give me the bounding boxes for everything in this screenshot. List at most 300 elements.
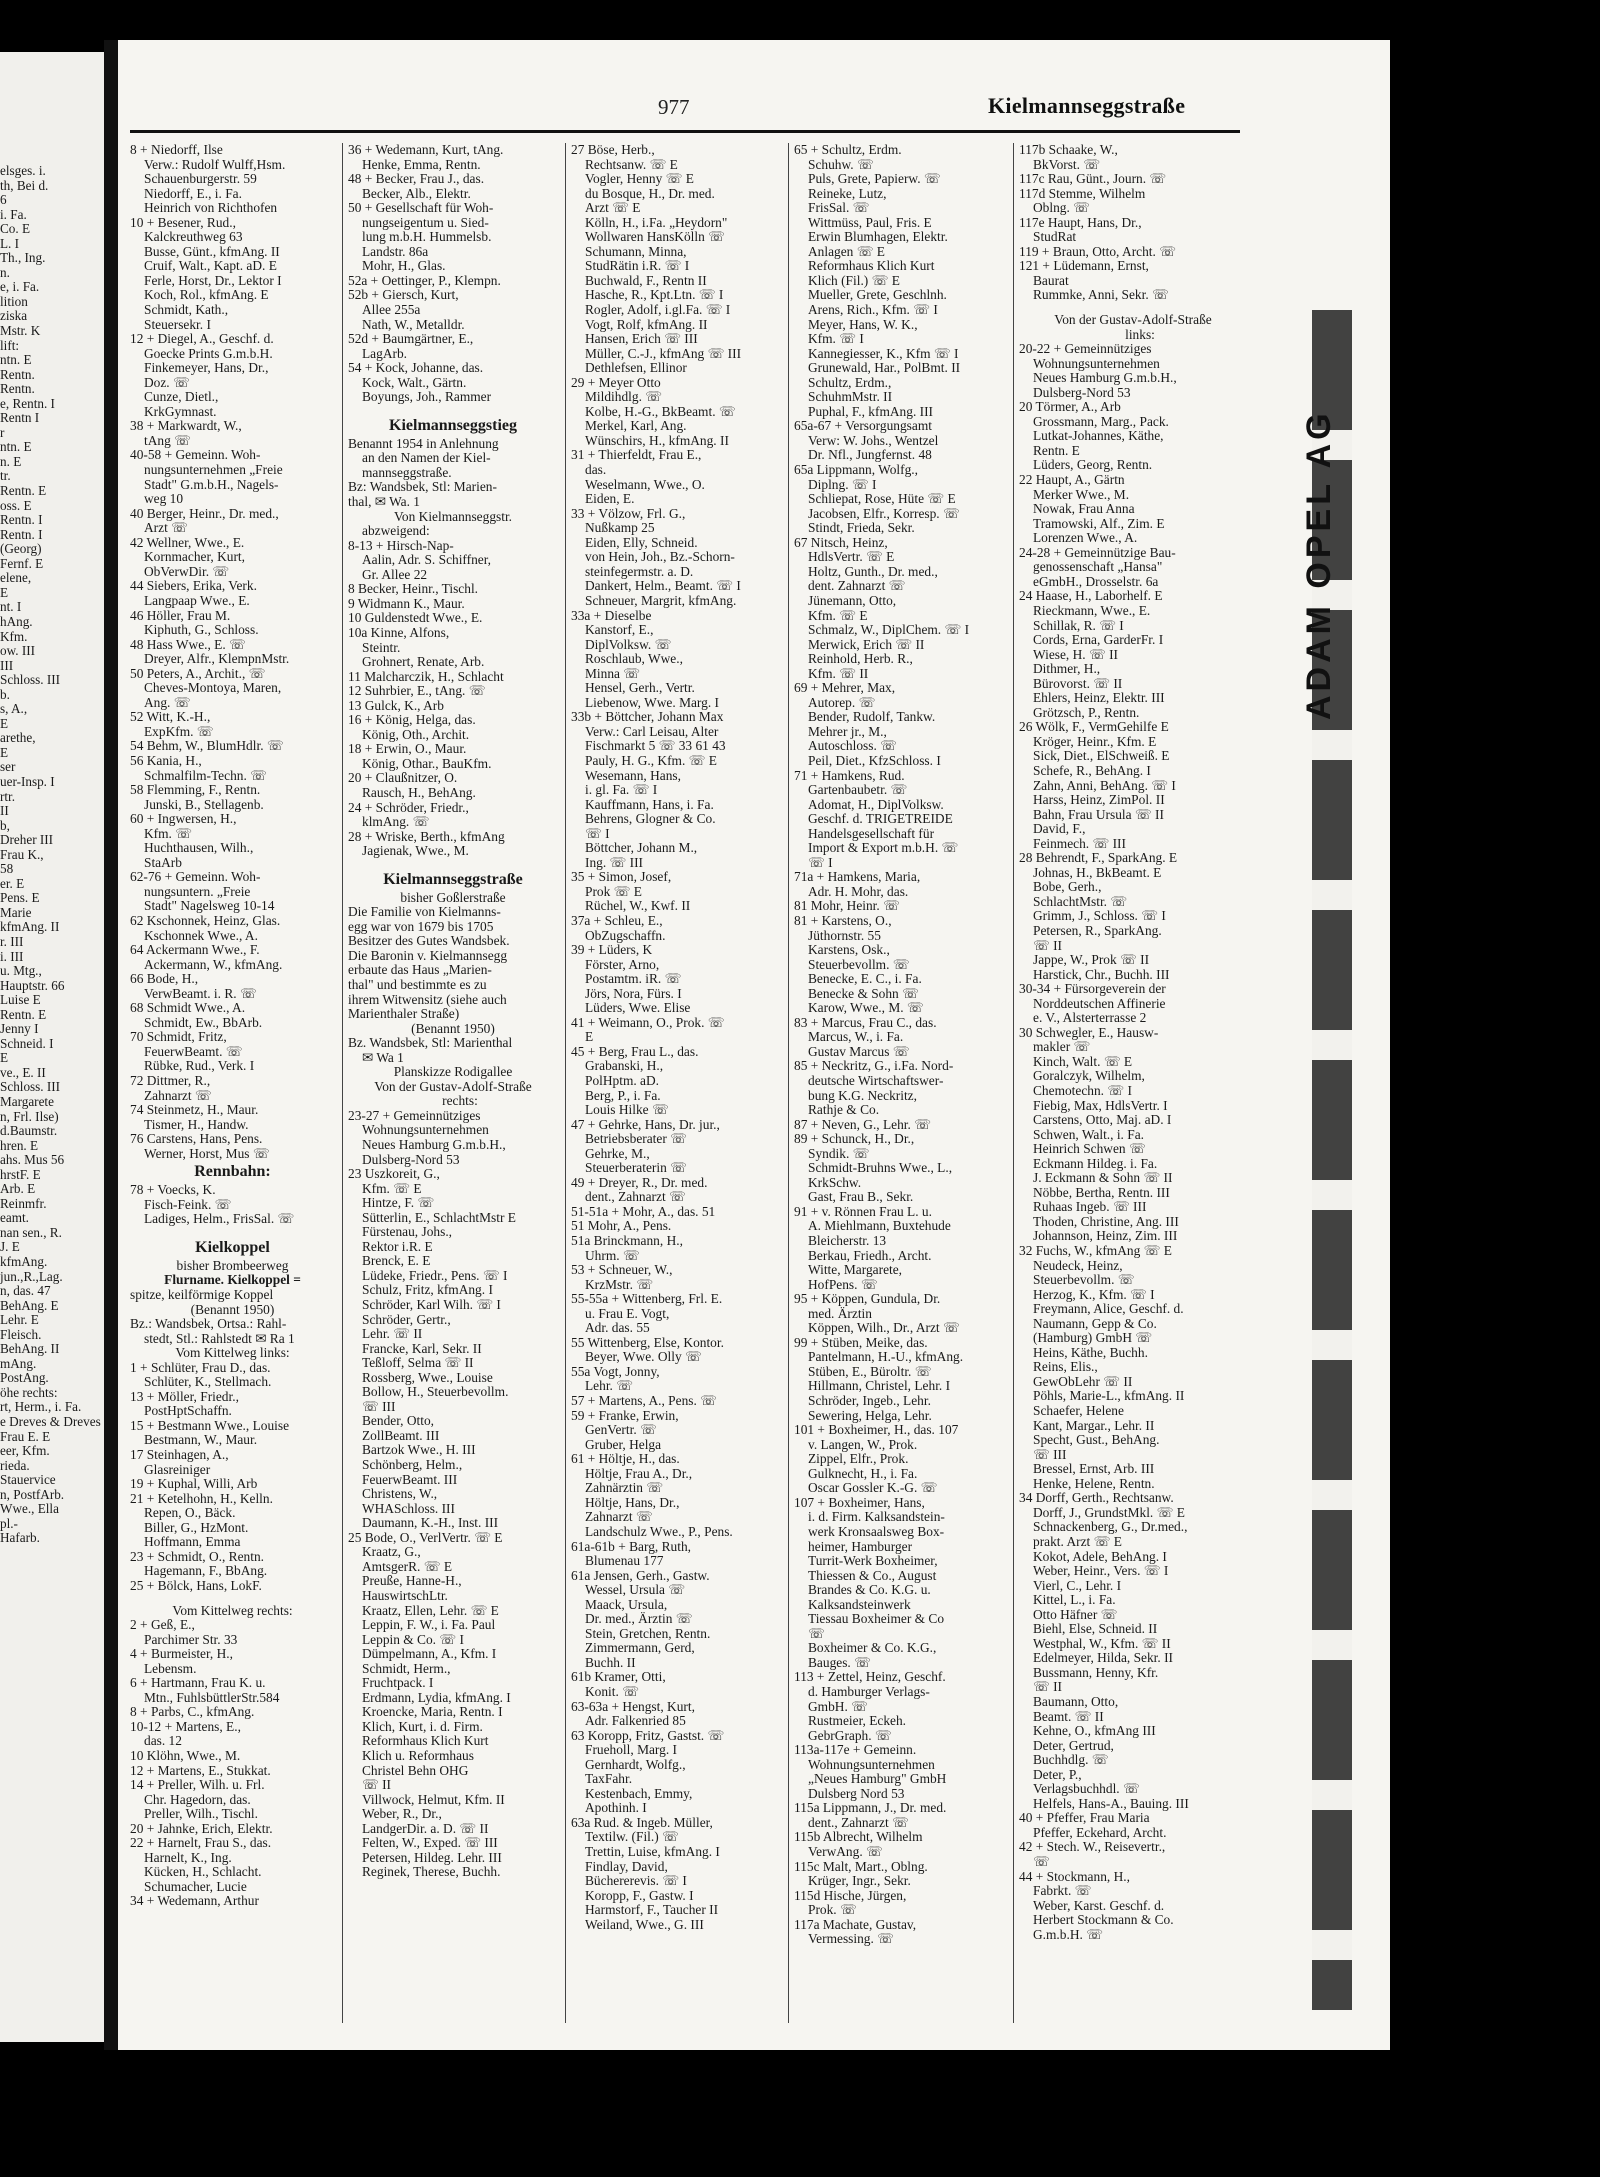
- directory-entry-line: ☏: [1033, 1854, 1050, 1869]
- directory-entry-line: LagArb.: [362, 346, 407, 361]
- directory-entry-line: Bauges. ☏: [808, 1655, 871, 1670]
- directory-entry-line: Weiland, Wwe., G. III: [585, 1917, 704, 1932]
- directory-entry-line: Harstick, Chr., Buchh. III: [1033, 967, 1170, 982]
- directory-entry-line: Feinmech. ☏ III: [1033, 836, 1126, 851]
- directory-entry-line: Cheves-Montoya, Maren,: [144, 681, 282, 696]
- directory-entry-line: 1 + Schlüter, Frau D., das.: [130, 1360, 271, 1375]
- directory-entry-line: Vogler, Henny ☏ E: [585, 172, 694, 187]
- directory-entry-line: 101 + Boxheimer, H., das. 107: [794, 1423, 959, 1438]
- directory-entry-line: Reginek, Therese, Buchh.: [362, 1865, 501, 1880]
- directory-entry-line: Benecke & Sohn ☏: [808, 986, 919, 1001]
- prev-page-line: Rentn. I: [0, 513, 43, 528]
- directory-entry-line: Kröger, Heinr., Kfm. E: [1033, 734, 1157, 749]
- directory-entry-line: Wohnungsunternehmen: [808, 1757, 935, 1772]
- directory-entry-line: FeuerwBeamt. ☏: [144, 1044, 243, 1059]
- directory-entry-line: König, Othar., BauKfm.: [362, 756, 492, 771]
- prev-page-line: n, das. 47: [0, 1284, 51, 1299]
- directory-entry-line: ☏ I: [585, 826, 610, 841]
- directory-entry-line: Verw.: Carl Leisau, Alter: [585, 724, 719, 739]
- directory-entry-line: Bz.: Wandsbek, Ortsa.: Rahl-: [130, 1317, 287, 1332]
- prev-page-line: BehAng. II: [0, 1342, 60, 1357]
- margin-stamp-text: ADAM OPEL AG: [1300, 409, 1338, 720]
- directory-entry-line: Ing. ☏ III: [585, 855, 644, 870]
- directory-entry-line: G.m.b.H. ☏: [1033, 1927, 1103, 1942]
- directory-entry-line: Sütterlin, E., SchlachtMstr E: [362, 1210, 516, 1225]
- directory-entry-line: 20 Törmer, A., Arb: [1019, 400, 1121, 415]
- prev-page-line: kfmAng.: [0, 1255, 48, 1270]
- directory-entry-line: 61 + Höltje, H., das.: [571, 1452, 680, 1467]
- directory-entry-line: 10 Guldenstedt Wwe., E.: [348, 611, 483, 626]
- directory-entry-line: 22 + Harnelt, Frau S., das.: [130, 1836, 272, 1851]
- directory-entry-line: das. 12: [144, 1734, 182, 1749]
- directory-entry-line: [348, 405, 558, 415]
- directory-entry-line: Sick, Diet., ElSchweiß. E: [1033, 749, 1170, 764]
- directory-entry-line: 10 + Besener, Rud.,: [130, 215, 236, 230]
- prev-page-line: hAng.: [0, 614, 33, 629]
- directory-entry-line: Wittmüss, Paul, Fris. E: [808, 215, 932, 230]
- directory-entry-line: rechts:: [442, 1094, 478, 1109]
- directory-entry-line: Merwick, Erich ☏ II: [808, 637, 925, 652]
- directory-entry-line: 15 + Bestmann Wwe., Louise: [130, 1418, 290, 1433]
- directory-entry-line: Schefe, R., BehAng. I: [1033, 763, 1151, 778]
- directory-entry-line: Zahn, Anni, BehAng. ☏ I: [1033, 778, 1176, 793]
- directory-entry-line: Tismer, H., Handw.: [144, 1117, 249, 1132]
- prev-page-line: rtr.: [0, 789, 16, 804]
- directory-entry-line: Schnackenberg, G., Dr.med.,: [1033, 1520, 1188, 1535]
- directory-entry-line: 53 + Schneuer, W.,: [571, 1263, 673, 1278]
- directory-entry-line: 8 Becker, Heinr., Tischl.: [348, 582, 479, 597]
- directory-entry-line: das.: [585, 463, 607, 478]
- directory-entry-line: 24 Haase, H., Laborhelf. E: [1019, 589, 1163, 604]
- directory-entry-line: links:: [1125, 327, 1155, 342]
- street-heading: Kielkoppel: [195, 1238, 270, 1256]
- directory-entry-line: Reformhaus Klich Kurt: [808, 259, 935, 274]
- directory-entry-line: Schliepat, Rose, Hüte ☏ E: [808, 492, 956, 507]
- directory-entry-line: heimer, Hamburger: [808, 1539, 913, 1554]
- directory-entry-line: [1019, 303, 1247, 313]
- directory-entry-line: 33 + Völzow, Frl. G.,: [571, 506, 686, 521]
- directory-entry-line: Wollwaren HansKölln ☏: [585, 230, 725, 245]
- prev-page-line: Fernf. E: [0, 556, 44, 571]
- directory-entry-line: Wohnungsunternehmen: [1033, 356, 1160, 371]
- directory-entry-line: Doz. ☏: [144, 375, 190, 390]
- directory-entry-line: Vogt, Rolf, kfmAng. II: [585, 317, 708, 332]
- directory-entry-line: 99 + Stüben, Meike, das.: [794, 1335, 928, 1350]
- directory-entry-line: Jüthornstr. 55: [808, 928, 881, 943]
- directory-entry-line: 81 + Karstens, O.,: [794, 913, 892, 928]
- directory-entry-line: 89 + Schunck, H., Dr.,: [794, 1132, 915, 1147]
- directory-entry-line: Kfm. ☏ I: [808, 332, 864, 347]
- directory-entry-line: Kraatz, G.,: [362, 1545, 421, 1560]
- directory-entry-line: Oblng. ☏: [1033, 201, 1090, 216]
- prev-page-line: Pens. E: [0, 891, 40, 906]
- directory-entry-line: Petersen, Hildeg. Lehr. III: [362, 1850, 502, 1865]
- directory-entry-line: Bleicherstr. 13: [808, 1234, 887, 1249]
- directory-entry-line: 117e Haupt, Hans, Dr.,: [1019, 215, 1142, 230]
- directory-entry-line: Autorep. ☏: [808, 695, 876, 710]
- directory-entry-line: LandgerDir. a. D. ☏ II: [362, 1821, 489, 1836]
- directory-entry-line: Gehrke, M.,: [585, 1146, 650, 1161]
- directory-entry-line: 35 + Simon, Josef,: [571, 870, 672, 885]
- directory-entry-line: Textilw. (Fil.) ☏: [585, 1830, 679, 1845]
- directory-entry-line: 29 + Meyer Otto: [571, 375, 661, 390]
- directory-entry-line: Förster, Arno,: [585, 957, 660, 972]
- directory-entry-line: 113 + Zettel, Heinz, Geschf.: [794, 1670, 946, 1685]
- directory-entry-line: nungseigentum u. Sied-: [362, 215, 489, 230]
- directory-entry-line: 20 + Claußnitzer, O.: [348, 771, 458, 786]
- directory-entry-line: Johnas, H., BkBeamt. E: [1033, 865, 1162, 880]
- directory-entry-line: Schumacher, Lucie: [144, 1879, 247, 1894]
- directory-entry-line: Neudeck, Heinz,: [1033, 1258, 1123, 1273]
- directory-entry-line: 25 Bode, O., VerlVertr. ☏ E: [348, 1530, 503, 1545]
- directory-entry-line: 83 + Marcus, Frau C., das.: [794, 1015, 937, 1030]
- prev-page-line: Th., Ing.: [0, 251, 46, 266]
- directory-entry-line: prakt. Arzt ☏ E: [1033, 1534, 1122, 1549]
- directory-entry-line: (Benannt 1950): [411, 1021, 495, 1036]
- directory-entry-line: ☏: [808, 1626, 825, 1641]
- directory-entry-line: Weber, Karst. Geschf. d.: [1033, 1898, 1165, 1913]
- directory-entry-line: Glasreiniger: [144, 1462, 211, 1477]
- directory-entry-line: 44 + Stockmann, H.,: [1019, 1869, 1130, 1884]
- directory-entry-line: Freymann, Alice, Geschf. d.: [1033, 1302, 1184, 1317]
- directory-entry-line: Nath, W., Metalldr.: [362, 317, 465, 332]
- directory-entry-line: Kraatz, Ellen, Lehr. ☏ E: [362, 1603, 499, 1618]
- directory-entry-line: FeuerwBeamt. III: [362, 1472, 458, 1487]
- directory-entry-line: Betriebsberater ☏: [585, 1132, 687, 1147]
- prev-page-line: ser: [0, 760, 16, 775]
- directory-entry-line: Autoschloss. ☏: [808, 739, 897, 754]
- directory-entry-line: Hillmann, Christel, Lehr. I: [808, 1379, 951, 1394]
- directory-entry-line: Eckmann Hildeg. i. Fa.: [1033, 1156, 1158, 1171]
- directory-entry-line: Dethlefsen, Ellinor: [585, 361, 687, 376]
- directory-entry-line: 19 + Kuphal, Willi, Arb: [130, 1477, 258, 1492]
- directory-entry-line: 11 Malcharczik, H., Schlacht: [348, 669, 504, 684]
- directory-entry-line: Pantelmann, H.-U., kfmAng.: [808, 1350, 964, 1365]
- directory-entry-line: Uhrm. ☏: [585, 1248, 640, 1263]
- directory-entry-line: Carstens, Otto, Maj. aD. I: [1033, 1113, 1172, 1128]
- directory-page: [118, 40, 1390, 2050]
- prev-page-line: eer, Kfm.: [0, 1444, 50, 1459]
- directory-entry-line: Fischmarkt 5 ☏ 33 61 43: [585, 739, 726, 754]
- book-gutter: [104, 40, 118, 2050]
- prev-page-line: elene,: [0, 571, 32, 586]
- prev-page-line: n. E: [0, 454, 22, 469]
- directory-entry-line: Arzt ☏ E: [585, 201, 641, 216]
- directory-entry-line: Heins, Käthe, Buchh.: [1033, 1345, 1148, 1360]
- prev-page-line: th, Bei d.: [0, 178, 49, 193]
- directory-entry-line: Diplng. ☏ I: [808, 477, 877, 492]
- directory-entry-line: eGmbH., Drosselstr. 6a: [1033, 574, 1159, 589]
- prev-page-line: Rentn. E: [0, 484, 47, 499]
- directory-entry-line: dent., Zahnarzt ☏: [808, 1815, 909, 1830]
- prev-page-line: Lehr. E: [0, 1313, 39, 1328]
- directory-entry-line: klmAng. ☏: [362, 815, 430, 830]
- directory-entry-line: Böttcher, Johann M.,: [585, 841, 698, 856]
- directory-entry-line: Grötzsch, P., Rentn.: [1033, 705, 1140, 720]
- directory-entry-line: Kornmacher, Kurt,: [144, 550, 245, 565]
- directory-entry-line: Christel Behn OHG: [362, 1763, 469, 1778]
- directory-entry-line: SchlachtMstr. ☏: [1033, 894, 1128, 909]
- directory-entry-line: Norddeutschen Affinerie: [1033, 996, 1166, 1011]
- directory-entry-line: Biehl, Else, Schneid. II: [1033, 1622, 1158, 1637]
- directory-entry-line: v. Langen, W., Prok.: [808, 1437, 918, 1452]
- directory-entry-line: Kehne, O., kfmAng III: [1033, 1724, 1156, 1739]
- directory-entry-line: Gruber, Helga: [585, 1437, 662, 1452]
- directory-entry-line: 46 Höller, Frau M.: [130, 608, 231, 623]
- directory-entry-line: Arens, Rich., Kfm. ☏ I: [808, 303, 938, 318]
- prev-page-line: hren. E: [0, 1138, 39, 1153]
- directory-entry-line: Jacobsen, Elfr., Korresp. ☏: [808, 506, 960, 521]
- directory-entry-line: Otto Häfner ☏: [1033, 1607, 1118, 1622]
- directory-entry-line: 52a + Oettinger, P., Klempn.: [348, 273, 501, 288]
- directory-entry-line: 51-51a + Mohr, A., das. 51: [571, 1204, 716, 1219]
- directory-entry-line: Adr. das. 55: [585, 1321, 650, 1336]
- directory-entry-line: Nowak, Frau Anna: [1033, 502, 1135, 517]
- directory-entry-line: 40 Berger, Heinr., Dr. med.,: [130, 506, 279, 521]
- directory-entry-line: Ang. ☏: [144, 695, 191, 710]
- directory-entry-line: Baumann, Otto,: [1033, 1694, 1119, 1709]
- directory-entry-line: Ladiges, Helm., FrisSal. ☏: [144, 1212, 295, 1227]
- directory-entry-line: Westphal, W., Kfm. ☏ II: [1033, 1636, 1171, 1651]
- prev-page-line: nan sen., R.: [0, 1225, 62, 1240]
- directory-entry-line: GenVertr. ☏: [585, 1423, 657, 1438]
- directory-entry-line: Kfm. ☏ E: [808, 608, 868, 623]
- directory-entry-line: 117d Stemme, Wilhelm: [1019, 186, 1146, 201]
- prev-page-line: 58: [0, 862, 14, 877]
- directory-entry-line: 50 Peters, A., Archit., ☏: [130, 666, 266, 681]
- directory-entry-line: 48 Hass Wwe., E. ☏: [130, 637, 246, 652]
- directory-entry-line: erbaute das Haus „Marien-: [348, 963, 492, 978]
- directory-entry-line: Henke, Helene, Rentn.: [1033, 1476, 1155, 1491]
- street-heading: Kielmannseggstraße: [383, 870, 523, 888]
- directory-entry-line: 36 + Wedemann, Kurt, tAng.: [348, 143, 504, 157]
- directory-entry-line: ObZugschaffn.: [585, 928, 666, 943]
- directory-entry-line: A. Miehlmann, Buxtehude: [808, 1219, 951, 1234]
- directory-entry-line: Bz: Wandsbek, Stl: Marien-: [348, 480, 497, 495]
- directory-entry-line: Jagienak, Wwe., M.: [362, 844, 469, 859]
- directory-entry-line: Koropp, F., Gastw. I: [585, 1888, 694, 1903]
- directory-entry-line: Brenck, E. E: [362, 1254, 431, 1269]
- directory-entry-line: Jörs, Nora, Fürs. I: [585, 986, 682, 1001]
- directory-entry-line: 121 + Lüdemann, Ernst,: [1019, 259, 1149, 274]
- directory-entry-line: Schmalz, W., DiplChem. ☏ I: [808, 623, 970, 638]
- directory-entry-line: von Hein, Joh., Bz.-Schorn-: [585, 550, 735, 565]
- directory-entry-line: Werner, Horst, Mus ☏: [144, 1146, 270, 1161]
- directory-entry-line: Höltje, Frau A., Dr.,: [585, 1466, 693, 1481]
- directory-entry-line: Rechtsanw. ☏ E: [585, 157, 678, 172]
- directory-entry-line: Kannegiesser, K., Kfm ☏ I: [808, 346, 959, 361]
- directory-entry-line: Schulz, Fritz, kfmAng. I: [362, 1283, 493, 1298]
- directory-entry-line: Stüben, E., Büroltr. ☏: [808, 1364, 932, 1379]
- directory-entry-line: 55a Vogt, Jonny,: [571, 1364, 660, 1379]
- directory-entry-line: J. Eckmann & Sohn ☏ II: [1033, 1171, 1173, 1186]
- directory-entry-line: GebrGraph. ☏: [808, 1728, 892, 1743]
- directory-entry-line: Verw.: Rudolf Wulff,Hsm.: [144, 157, 286, 172]
- directory-entry-line: 13 Gulck, K., Arb: [348, 698, 444, 713]
- directory-entry-line: Busse, Günt., kfmAng. II: [144, 244, 280, 259]
- directory-entry-line: Nußkamp 25: [585, 521, 655, 536]
- directory-entry-line: Vierl, C., Lehr. I: [1033, 1578, 1122, 1593]
- directory-entry-line: Eiden, Elly, Schneid.: [585, 535, 698, 550]
- prev-page-line: ziska: [0, 309, 28, 324]
- directory-entry-line: Kokot, Adele, BehAng. I: [1033, 1549, 1167, 1564]
- directory-entry-line: Landstr. 86a: [362, 244, 429, 259]
- directory-entry-line: Hansen, Erich ☏ III: [585, 332, 698, 347]
- directory-entry-line: 61a-61b + Barg, Ruth,: [571, 1539, 691, 1554]
- directory-entry-line: Arzt ☏: [144, 521, 188, 536]
- directory-entry-line: Reinhold, Herb. R.,: [808, 652, 913, 667]
- directory-entry-line: Lutkat-Johannes, Käthe,: [1033, 429, 1164, 444]
- directory-entry-line: Kock, Walt., Gärtn.: [362, 375, 467, 390]
- directory-entry-line: Reineke, Lutz,: [808, 186, 887, 201]
- directory-entry-line: Schaefer, Helene: [1033, 1404, 1124, 1419]
- prev-page-line: n.: [0, 265, 10, 280]
- directory-entry-line: ZollBeamt. III: [362, 1428, 440, 1443]
- directory-entry-line: KrkGymnast.: [144, 404, 217, 419]
- directory-entry-line: Rossberg, Wwe., Louise: [362, 1370, 493, 1385]
- directory-entry-line: 27 Böse, Herb.,: [571, 143, 655, 157]
- directory-entry-line: Vom Kittelweg rechts:: [172, 1603, 293, 1618]
- directory-entry-line: Schlüter, K., Stellmach.: [144, 1375, 272, 1390]
- directory-entry-line: e. V., Alsterterrasse 2: [1033, 1011, 1147, 1026]
- directory-entry-line: Kfm. ☏ E: [362, 1181, 422, 1196]
- directory-entry-line: Klich u. Reformhaus: [362, 1748, 474, 1763]
- directory-entry-line: Stindt, Frieda, Sekr.: [808, 521, 915, 536]
- directory-entry-line: Ackermann, W., kfmAng.: [144, 957, 283, 972]
- column-1: [130, 143, 335, 2033]
- directory-entry-line: Postamtm. iR. ☏: [585, 972, 682, 987]
- directory-entry-line: Felten, W., Exped. ☏ III: [362, 1836, 498, 1851]
- directory-entry-line: Naumann, Gepp & Co.: [1033, 1316, 1157, 1331]
- directory-entry-line: 113a-117e + Gemeinn.: [794, 1743, 917, 1758]
- directory-entry-line: 12 + Martens, E., Stukkat.: [130, 1763, 271, 1778]
- directory-entry-line: HdlsVertr. ☏ E: [808, 550, 895, 565]
- directory-entry-line: Karow, Wwe., M. ☏: [808, 1001, 924, 1016]
- directory-entry-line: du Bosque, H., Dr. med.: [585, 186, 715, 201]
- directory-entry-line: Fiebig, Max, HdlsVertr. I: [1033, 1098, 1168, 1113]
- directory-entry-line: Verw: W. Johs., Wentzel: [808, 433, 939, 448]
- directory-entry-line: Vom Kittelweg links:: [175, 1346, 290, 1361]
- prev-page-line: r: [0, 425, 5, 440]
- directory-entry-line: med. Ärztin: [808, 1306, 872, 1321]
- directory-entry-line: 117c Rau, Günt., Journ. ☏: [1019, 172, 1167, 187]
- directory-entry-line: Kittel, L., i. Fa.: [1033, 1593, 1116, 1608]
- prev-page-line: E: [0, 585, 9, 600]
- directory-entry-line: 52b + Giersch, Kurt,: [348, 288, 459, 303]
- directory-entry-line: Findlay, David,: [585, 1859, 668, 1874]
- directory-entry-line: Finkemeyer, Hans, Dr.,: [144, 361, 269, 376]
- directory-entry-line: Roschlaub, Wwe.,: [585, 652, 683, 667]
- directory-entry-line: Erwin Blumhagen, Elektr.: [808, 230, 948, 245]
- directory-entry-line: Kölln, H., i.Fa. „Heydorn": [585, 215, 728, 230]
- directory-entry-line: 70 Schmidt, Fritz,: [130, 1030, 227, 1045]
- directory-entry-line: KrzMstr. ☏: [585, 1277, 654, 1292]
- prev-page-line: ahs. Mus 56: [0, 1153, 65, 1168]
- directory-entry-line: Allee 255a: [362, 303, 421, 318]
- directory-entry-line: Tramowski, Alf., Zim. E: [1033, 516, 1165, 531]
- directory-entry-line: egg war von 1679 bis 1705: [348, 919, 494, 934]
- prev-page-line: L. I: [0, 236, 20, 251]
- directory-entry-line: Marcus, W., i. Fa.: [808, 1030, 904, 1045]
- directory-entry-line: 10-12 + Martens, E.,: [130, 1719, 241, 1734]
- directory-entry-line: 76 Carstens, Hans, Pens.: [130, 1132, 263, 1147]
- directory-entry-line: 23 + Schmidt, O., Rentn.: [130, 1549, 265, 1564]
- prev-page-line: pl.-: [0, 1516, 18, 1531]
- directory-entry-line: 10 Klöhn, Wwe., M.: [130, 1748, 241, 1763]
- directory-entry-line: Weselmann, Wwe., O.: [585, 477, 705, 492]
- directory-entry-line: stedt, Stl.: Rahlstedt ✉ Ra 1: [144, 1331, 295, 1346]
- directory-entry-line: Boyungs, Joh., Rammer: [362, 390, 492, 405]
- running-head: Kielmannseggstraße: [988, 93, 1186, 118]
- prev-page-line: uer-Insp. I: [0, 774, 55, 789]
- directory-entry-line: Zahnarzt ☏: [585, 1510, 653, 1525]
- directory-entry-line: Marienthaler Straße): [348, 1007, 460, 1022]
- directory-entry-line: Preller, Wilh., Tischl.: [144, 1807, 258, 1822]
- directory-entry-line: Bressel, Ernst, Arb. III: [1033, 1462, 1155, 1477]
- directory-entry-line: 55 Wittenberg, Else, Kontor.: [571, 1335, 724, 1350]
- directory-entry-line: Thoden, Christine, Ang. III: [1033, 1214, 1179, 1229]
- directory-entry-line: Adr. Falkenried 85: [585, 1714, 686, 1729]
- directory-entry-line: KrkSchw.: [808, 1175, 862, 1190]
- directory-entry-line: Handelsgesellschaft für: [808, 826, 935, 841]
- directory-entry-line: Vermessing. ☏: [808, 1932, 894, 1947]
- directory-entry-line: 117b Schaake, W.,: [1019, 143, 1118, 157]
- directory-entry-line: Kalksandsteinwerk: [808, 1597, 911, 1612]
- prev-page-line: hrstF. E: [0, 1167, 41, 1182]
- directory-entry-line: 40 + Pfeffer, Frau Maria: [1019, 1811, 1150, 1826]
- directory-entry-line: Karstens, Osk.,: [808, 943, 890, 958]
- directory-entry-line: Anlagen ☏ E: [808, 244, 885, 259]
- directory-entry-line: Fruchtpack. I: [362, 1676, 434, 1691]
- directory-entry-line: ☏ I: [808, 855, 833, 870]
- prev-page-line: (Georg): [0, 542, 42, 557]
- directory-entry-line: dent. Zahnarzt ☏: [808, 579, 906, 594]
- directory-entry-line: FrisSal. ☏: [808, 201, 870, 216]
- directory-entry-line: 50 + Gesellschaft für Woh-: [348, 201, 494, 216]
- directory-entry-line: [130, 1594, 335, 1604]
- directory-entry-line: 24-28 + Gemeinnützige Bau-: [1019, 545, 1176, 560]
- prev-page-line: Rentn. I: [0, 527, 43, 542]
- directory-entry-line: Rüchel, W., Kwf. II: [585, 899, 691, 914]
- directory-entry-line: Krüger, Ingr., Sekr.: [808, 1874, 911, 1889]
- directory-entry-line: Klich (Fil.) ☏ E: [808, 273, 900, 288]
- directory-entry-line: Ferle, Horst, Dr., Lektor I: [144, 273, 282, 288]
- directory-entry-line: Neues Hamburg G.m.b.H.,: [362, 1138, 506, 1152]
- prev-page-line: Fleisch.: [0, 1327, 42, 1342]
- page-number: 977: [658, 95, 690, 119]
- directory-entry-line: Brandes & Co. K.G. u.: [808, 1583, 931, 1598]
- directory-entry-line: TaxFahr.: [585, 1772, 633, 1787]
- prev-page-line: Jenny I: [0, 1022, 39, 1037]
- directory-entry-line: Import & Export m.b.H. ☏: [808, 841, 959, 856]
- directory-entry-line: Blumenau 177: [585, 1554, 664, 1569]
- directory-entry-line: Planskizze Rodigallee: [393, 1065, 513, 1080]
- prev-page-line: III: [0, 658, 14, 673]
- column-divider: [1013, 143, 1014, 2023]
- directory-entry-line: Wesemann, Hans,: [585, 768, 681, 783]
- directory-entry-line: Jünemann, Otto,: [808, 593, 897, 608]
- directory-entry-line: 9 Widmann K., Maur.: [348, 596, 465, 611]
- directory-entry-line: mannseggstraße.: [362, 465, 452, 480]
- prev-page-line: E: [0, 1051, 9, 1066]
- directory-entry-line: Pfeffer, Eckehard, Archt.: [1033, 1825, 1167, 1840]
- directory-entry-line: bung K.G. Neckritz,: [808, 1088, 917, 1103]
- directory-entry-line: Erdmann, Lydia, kfmAng. I: [362, 1690, 511, 1705]
- directory-entry-line: tAng ☏: [144, 433, 191, 448]
- directory-entry-line: 41 + Weimann, O., Prok. ☏: [571, 1015, 725, 1030]
- directory-entry-line: 59 + Franke, Erwin,: [571, 1408, 679, 1423]
- directory-entry-line: 117a Machate, Gustav,: [794, 1917, 917, 1932]
